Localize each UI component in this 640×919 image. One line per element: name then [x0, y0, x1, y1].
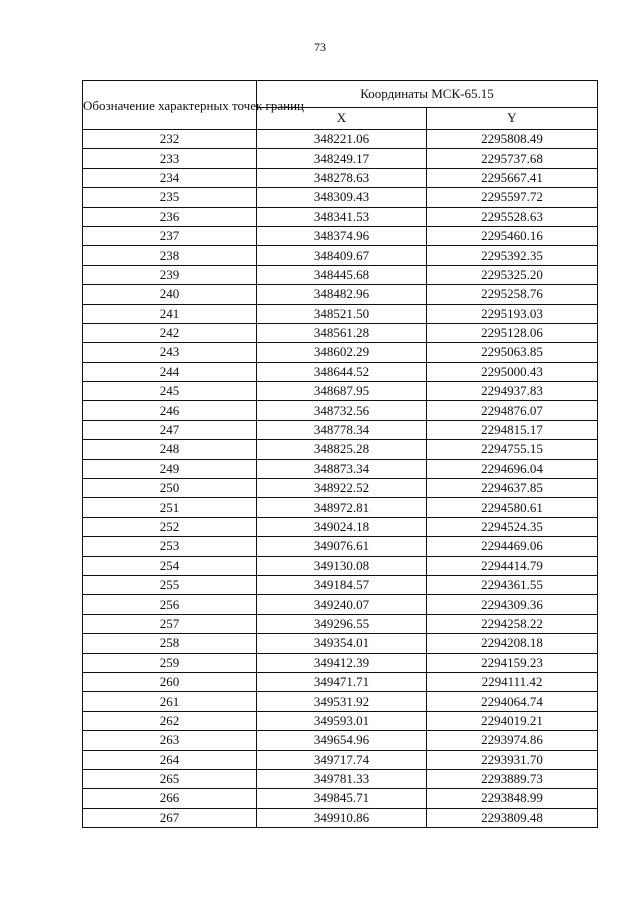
table-row — [83, 440, 598, 459]
table-row — [83, 479, 598, 498]
table-row — [83, 362, 598, 381]
cell-point: 241 — [83, 304, 257, 323]
table-row — [83, 207, 598, 226]
cell-x: 348602.29 — [257, 343, 427, 362]
coordinates-table — [82, 80, 598, 828]
table-row — [83, 285, 598, 304]
cell-point: 234 — [83, 168, 257, 187]
header-coordinate-system: Координаты МСК-65.15 — [257, 81, 598, 108]
cell-point: 250 — [83, 479, 257, 498]
cell-point: 259 — [83, 653, 257, 672]
cell-y: 2294755.15 — [427, 440, 598, 459]
cell-x: 349184.57 — [257, 575, 427, 594]
cell-x: 349296.55 — [257, 614, 427, 633]
cell-y: 2294064.74 — [427, 692, 598, 711]
cell-point: 256 — [83, 595, 257, 614]
cell-point: 249 — [83, 459, 257, 478]
cell-x: 348972.81 — [257, 498, 427, 517]
table-row — [83, 149, 598, 168]
cell-point: 263 — [83, 731, 257, 750]
cell-x: 348732.56 — [257, 401, 427, 420]
cell-x: 348873.34 — [257, 459, 427, 478]
table-row — [83, 556, 598, 575]
cell-y: 2293848.99 — [427, 789, 598, 808]
cell-x: 349910.86 — [257, 808, 427, 827]
cell-x: 349845.71 — [257, 789, 427, 808]
cell-point: 267 — [83, 808, 257, 827]
cell-x: 348445.68 — [257, 265, 427, 284]
cell-x: 349024.18 — [257, 517, 427, 536]
cell-x: 349654.96 — [257, 731, 427, 750]
cell-point: 258 — [83, 634, 257, 653]
cell-x: 349717.74 — [257, 750, 427, 769]
cell-x: 349240.07 — [257, 595, 427, 614]
cell-x: 349593.01 — [257, 711, 427, 730]
table-row — [83, 304, 598, 323]
table-row — [83, 420, 598, 439]
cell-x: 348278.63 — [257, 168, 427, 187]
cell-x: 348922.52 — [257, 479, 427, 498]
table-row — [83, 769, 598, 788]
cell-point: 262 — [83, 711, 257, 730]
cell-y: 2294524.35 — [427, 517, 598, 536]
cell-y: 2294414.79 — [427, 556, 598, 575]
cell-y: 2295667.41 — [427, 168, 598, 187]
cell-point: 260 — [83, 672, 257, 691]
cell-x: 348825.28 — [257, 440, 427, 459]
cell-x: 348341.53 — [257, 207, 427, 226]
page-number: 73 — [314, 40, 326, 54]
cell-y: 2294208.18 — [427, 634, 598, 653]
table-row — [83, 343, 598, 362]
table-row — [83, 808, 598, 827]
cell-y: 2295063.85 — [427, 343, 598, 362]
cell-point: 257 — [83, 614, 257, 633]
cell-point: 238 — [83, 246, 257, 265]
cell-point: 265 — [83, 769, 257, 788]
header-y: Y — [427, 107, 598, 129]
table-row — [83, 130, 598, 149]
cell-x: 348309.43 — [257, 188, 427, 207]
cell-point: 252 — [83, 517, 257, 536]
cell-y: 2295597.72 — [427, 188, 598, 207]
table-row — [83, 731, 598, 750]
cell-x: 348374.96 — [257, 226, 427, 245]
cell-point: 242 — [83, 323, 257, 342]
cell-point: 244 — [83, 362, 257, 381]
cell-y: 2295392.35 — [427, 246, 598, 265]
table-row — [83, 401, 598, 420]
cell-y: 2295808.49 — [427, 130, 598, 149]
cell-point: 248 — [83, 440, 257, 459]
table-row — [83, 711, 598, 730]
table-row — [83, 692, 598, 711]
cell-y: 2293931.70 — [427, 750, 598, 769]
cell-y: 2293889.73 — [427, 769, 598, 788]
table-row — [83, 382, 598, 401]
cell-x: 349354.01 — [257, 634, 427, 653]
cell-x: 348482.96 — [257, 285, 427, 304]
cell-y: 2295193.03 — [427, 304, 598, 323]
cell-x: 348409.67 — [257, 246, 427, 265]
cell-point: 237 — [83, 226, 257, 245]
cell-y: 2295000.43 — [427, 362, 598, 381]
table-row — [83, 323, 598, 342]
cell-point: 253 — [83, 537, 257, 556]
cell-point: 255 — [83, 575, 257, 594]
header-point-designation: Обозначение характерных точек границ — [83, 81, 257, 130]
cell-point: 266 — [83, 789, 257, 808]
cell-y: 2295528.63 — [427, 207, 598, 226]
table-row — [83, 653, 598, 672]
cell-x: 349130.08 — [257, 556, 427, 575]
cell-point: 254 — [83, 556, 257, 575]
cell-y: 2293809.48 — [427, 808, 598, 827]
cell-y: 2294111.42 — [427, 672, 598, 691]
table-row — [83, 246, 598, 265]
table-row — [83, 265, 598, 284]
cell-y: 2294469.06 — [427, 537, 598, 556]
cell-x: 348561.28 — [257, 323, 427, 342]
cell-y: 2294159.23 — [427, 653, 598, 672]
cell-point: 247 — [83, 420, 257, 439]
table-row — [83, 595, 598, 614]
cell-x: 348221.06 — [257, 130, 427, 149]
cell-x: 348249.17 — [257, 149, 427, 168]
table-row — [83, 789, 598, 808]
cell-y: 2295128.06 — [427, 323, 598, 342]
cell-y: 2293974.86 — [427, 731, 598, 750]
table-row — [83, 750, 598, 769]
cell-y: 2294361.55 — [427, 575, 598, 594]
table-row — [83, 634, 598, 653]
cell-point: 251 — [83, 498, 257, 517]
cell-y: 2294580.61 — [427, 498, 598, 517]
cell-x: 349531.92 — [257, 692, 427, 711]
cell-point: 235 — [83, 188, 257, 207]
cell-point: 243 — [83, 343, 257, 362]
cell-point: 246 — [83, 401, 257, 420]
cell-y: 2295460.16 — [427, 226, 598, 245]
cell-point: 232 — [83, 130, 257, 149]
cell-y: 2294815.17 — [427, 420, 598, 439]
cell-point: 261 — [83, 692, 257, 711]
cell-y: 2295258.76 — [427, 285, 598, 304]
cell-point: 264 — [83, 750, 257, 769]
table-row — [83, 498, 598, 517]
cell-point: 239 — [83, 265, 257, 284]
header-x: X — [257, 107, 427, 129]
cell-x: 348687.95 — [257, 382, 427, 401]
cell-y: 2294309.36 — [427, 595, 598, 614]
cell-y: 2294937.83 — [427, 382, 598, 401]
cell-x: 349412.39 — [257, 653, 427, 672]
cell-y: 2294258.22 — [427, 614, 598, 633]
cell-y: 2294876.07 — [427, 401, 598, 420]
cell-x: 348521.50 — [257, 304, 427, 323]
table-row — [83, 188, 598, 207]
cell-x: 349781.33 — [257, 769, 427, 788]
table-row — [83, 459, 598, 478]
table-row — [83, 517, 598, 536]
cell-point: 240 — [83, 285, 257, 304]
cell-point: 245 — [83, 382, 257, 401]
cell-point: 233 — [83, 149, 257, 168]
cell-point: 236 — [83, 207, 257, 226]
table-body — [83, 130, 598, 828]
table-row — [83, 168, 598, 187]
cell-y: 2295325.20 — [427, 265, 598, 284]
cell-y: 2294019.21 — [427, 711, 598, 730]
cell-x: 348644.52 — [257, 362, 427, 381]
cell-x: 349471.71 — [257, 672, 427, 691]
cell-x: 348778.34 — [257, 420, 427, 439]
table-row — [83, 575, 598, 594]
cell-y: 2294696.04 — [427, 459, 598, 478]
cell-x: 349076.61 — [257, 537, 427, 556]
table-row — [83, 614, 598, 633]
cell-y: 2294637.85 — [427, 479, 598, 498]
table-row — [83, 537, 598, 556]
cell-y: 2295737.68 — [427, 149, 598, 168]
table-row — [83, 226, 598, 245]
table-header — [83, 81, 598, 130]
table-row — [83, 672, 598, 691]
